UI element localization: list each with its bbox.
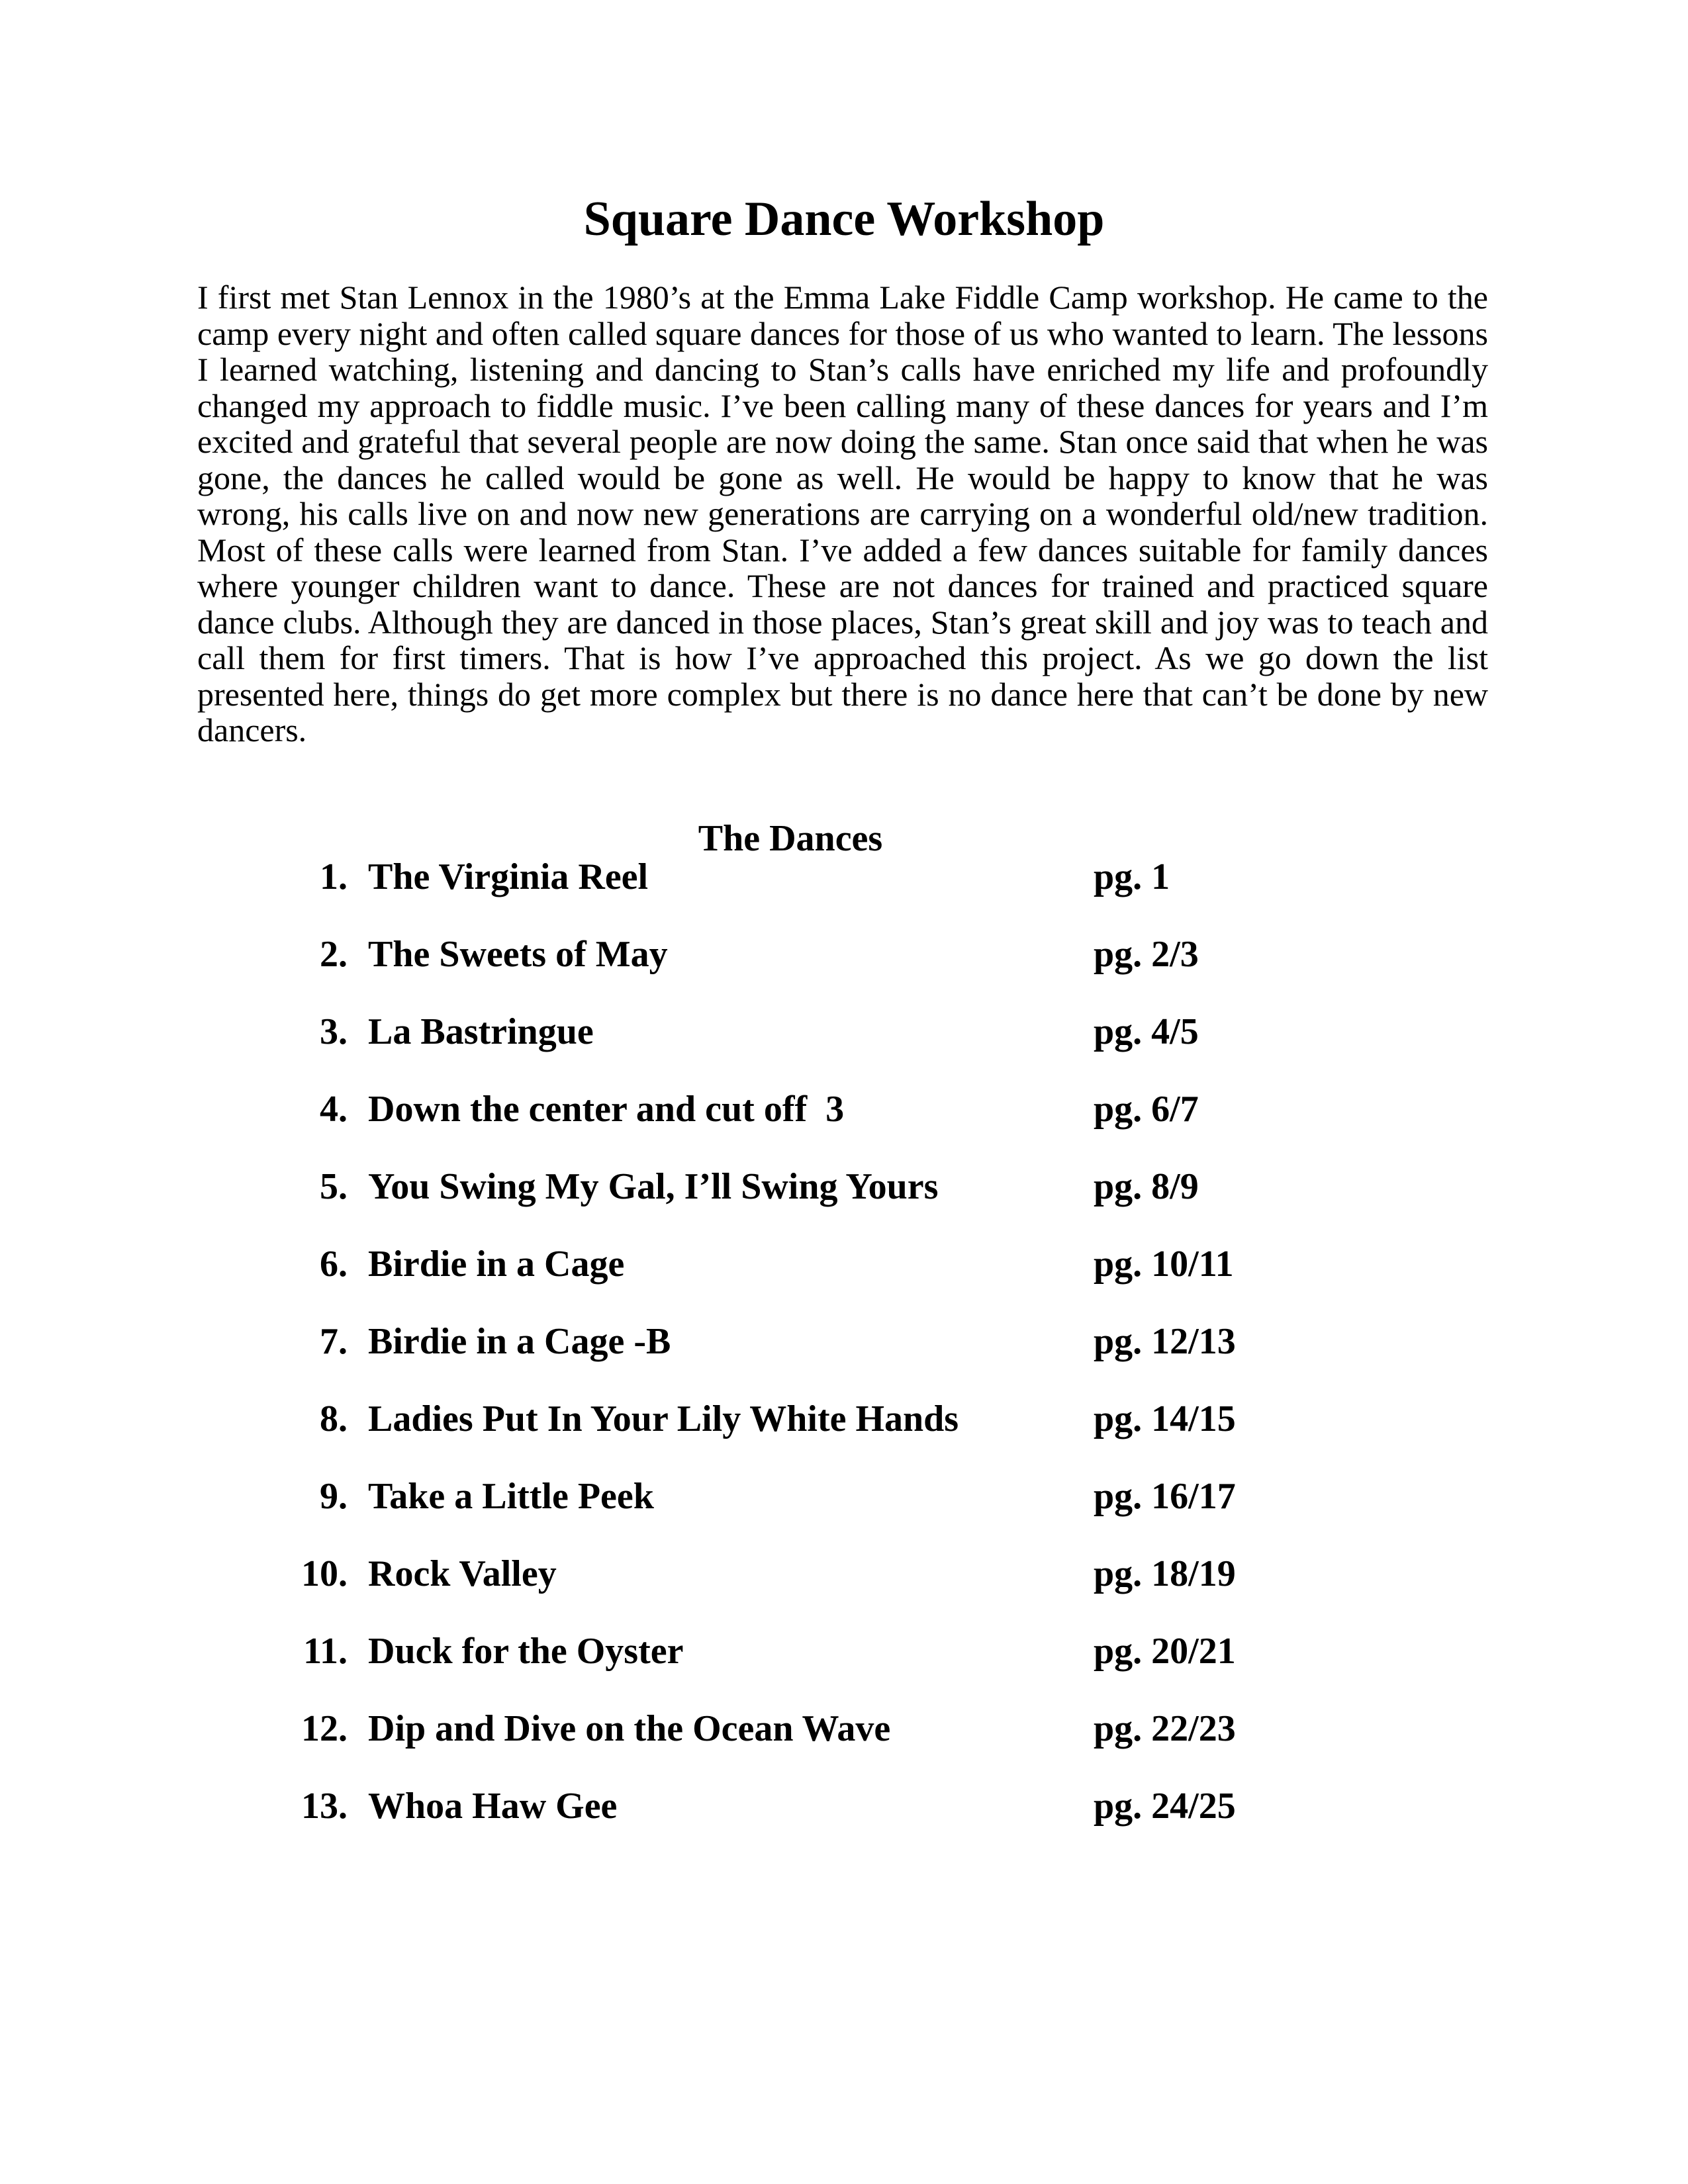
list-item [0,1009,1688,1086]
dance-name: Ladies Put In Your Lily White Hands [368,1398,959,1439]
dance-list [0,854,1688,1860]
dance-name: Duck for the Oyster [368,1631,684,1672]
dance-number: 7. [320,1321,348,1362]
list-item [0,1396,1688,1473]
list-item [0,1783,1688,1860]
dance-name: The Virginia Reel [368,856,649,897]
dance-name: Birdie in a Cage [368,1244,625,1285]
dance-number: 12. [301,1708,348,1749]
dance-number: 3. [320,1011,348,1052]
list-item [0,931,1688,1009]
dance-page-ref: pg. 10/11 [1094,1244,1234,1285]
dance-number: 4. [320,1089,348,1130]
dance-page-ref: pg. 24/25 [1094,1786,1236,1827]
dance-page-ref: pg. 18/19 [1094,1553,1236,1594]
list-item [0,1086,1688,1163]
dance-name: La Bastringue [368,1011,594,1052]
dance-page-ref: pg. 6/7 [1094,1089,1199,1130]
dances-heading: The Dances [698,818,883,859]
list-item [0,1318,1688,1396]
dance-name: Rock Valley [368,1553,557,1594]
dance-name: Down the center and cut off 3 [368,1089,845,1130]
dance-page-ref: pg. 12/13 [1094,1321,1236,1362]
dance-name: Dip and Dive on the Ocean Wave [368,1708,891,1749]
dance-name: Whoa Haw Gee [368,1786,618,1827]
dance-name: The Sweets of May [368,934,668,975]
dance-number: 6. [320,1244,348,1285]
dance-page-ref: pg. 1 [1094,856,1170,897]
list-item [0,1241,1688,1318]
list-item [0,1163,1688,1241]
dance-page-ref: pg. 8/9 [1094,1166,1199,1207]
list-item [0,1706,1688,1783]
page-title: Square Dance Workshop [583,192,1105,246]
dance-number: 2. [320,934,348,975]
dance-number: 11. [303,1631,348,1672]
dance-page-ref: pg. 22/23 [1094,1708,1236,1749]
dance-number: 9. [320,1476,348,1517]
list-item [0,854,1688,931]
list-item [0,1473,1688,1551]
dance-page-ref: pg. 2/3 [1094,934,1199,975]
intro-paragraph: I first met Stan Lennox in the 1980’s at the Emma Lake Fiddle Camp workshop. He came to the camp every night and often called square dances for those of us who wanted to learn. The lessons I learned watching, listening and dancing to Stan’s calls have enriched my life and profoundly changed my approach to fiddle music. I’ve been calling many of these dances for years and I’m excited and grateful that several people are now doing the same. Stan once said that when he was gone, the dances he called would be gone as well. He would be happy to know that he was wrong, his calls live on and now new generations are carrying on a wonderful old/new tradition. Most of these calls were learned from Stan. I’ve added a few dances suitable for family dances where younger children want to dance. These are not dances for trained and practiced square dance clubs. Although they are danced in those places, Stan’s great skill and joy was to teach and call them for first timers. That is how I’ve approached this project. As we go down the list presented here, things do get more complex but there is no dance here that can’t be done by new dancers. [197,279,1488,749]
dance-number: 10. [301,1553,348,1594]
dance-page-ref: pg. 4/5 [1094,1011,1199,1052]
dance-name: You Swing My Gal, I’ll Swing Yours [368,1166,939,1207]
dance-number: 5. [320,1166,348,1207]
dance-number: 8. [320,1398,348,1439]
dance-name: Take a Little Peek [368,1476,654,1517]
dance-number: 1. [320,856,348,897]
list-item [0,1628,1688,1706]
dance-name: Birdie in a Cage -B [368,1321,671,1362]
dance-page-ref: pg. 14/15 [1094,1398,1236,1439]
list-item [0,1551,1688,1628]
dance-page-ref: pg. 20/21 [1094,1631,1236,1672]
dance-number: 13. [301,1786,348,1827]
dance-page-ref: pg. 16/17 [1094,1476,1236,1517]
